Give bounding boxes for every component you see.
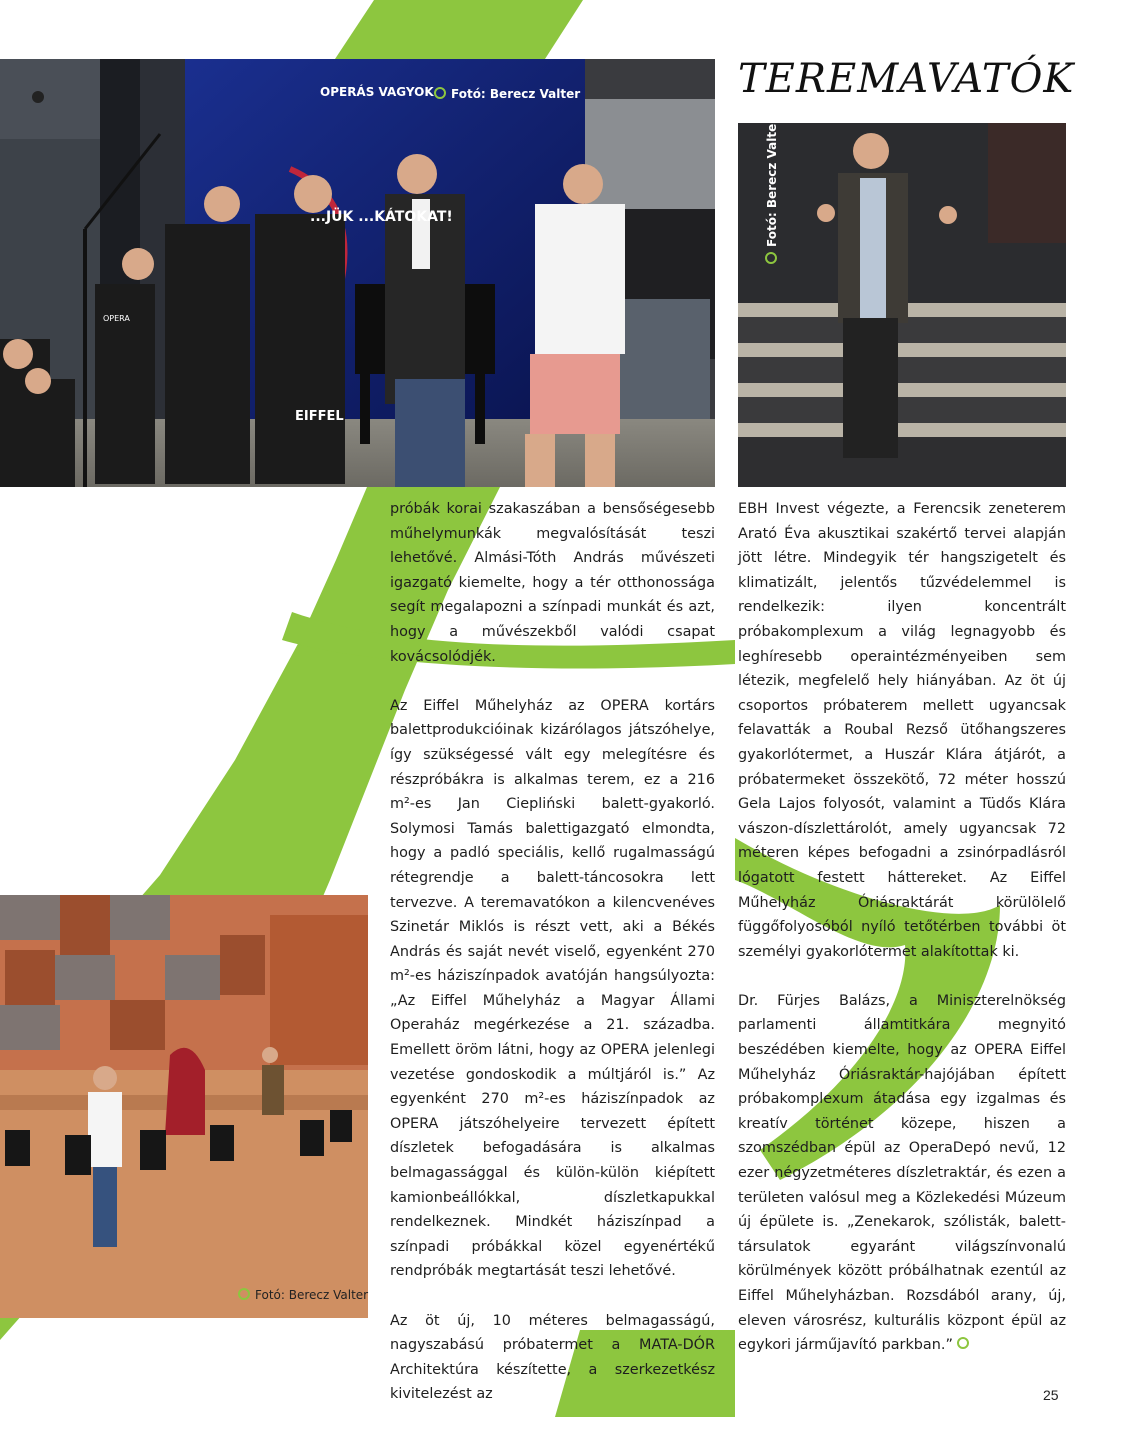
credit-circle-icon — [434, 87, 446, 99]
credit-circle-icon — [238, 1288, 250, 1300]
paragraph: Az öt új, 10 méteres belmagasságú, nagyszabású próbatermet a MATA-DÓR Architektúra készítette, a szerkezetkész kivitelezést az — [390, 1312, 715, 1403]
paragraph: EBH Invest végezte, a Ferencsik zeneterem Arató Éva akusztikai szakértő tervei alapján jött létre. Mindegyik tér hangszigetelt és klimatizált, jelentős tűzvédelemmel is rendelkezik: ilyen koncentrált próbakomplexum a világ legnagyobb és leghíresebb operaintézményeiben sem létezik, megfelelő hely hiányában. Az öt új csoportos próbaterem mellett ugyancsak felavatták a Roubal Rezső ütőhangszeres gyakorlótermet, a Huszár Klára átjárót, a próbatermeket összekötő, 72 méter hosszú Gela Lajos folyosót, valamint a Tüdős Klára vászon-díszlettárolót, amely ugyancsak 72 méteren képes befogadni a zsinórpadlásról lógatott festett háttereket. Az Eiffel Műhelyház Óriásraktárát körülölelő függőfolyosóból nyíló tetőtérben további öt személyi gyakorlótermet alakítottak ki. — [738, 501, 1066, 960]
banner-text: EIFFEL — [295, 409, 344, 424]
article-column-right — [738, 497, 1066, 1382]
shirt-logo-text: OPERA — [103, 314, 130, 323]
screen-slogan-text: ...JÜK ...KÁTOKAT! — [310, 209, 453, 225]
stage-photo — [0, 59, 715, 487]
paragraph: Az Eiffel Műhelyház az OPERA kortárs balettprodukcióinak kizárólagos játszóhelye, így szükségessé vált egy melegítésre és részpróbákra is alkalmas terem, ez a 216 m²-es Jan Ciepliński balett-gyakorló. Solymosi Tamás balettigazgató elmondta, hogy a padló speciális, kellő rugalmasságú rétegrendje a balett-táncosokra lett tervezve. A teremavatókon a kilencvenéves Szinetár Miklós is részt vett, aki a Békés András és saját nevét viselő, egyenként 270 m²-es háziszínpadok avatóján hangsúlyozta: „Az Eiffel Műhelyház a Magyar Állami Operaház megérkezése a 21. századba. Emellett öröm látni, hogy az OPERA jelenlegi vezetése gondoskodik a múltjáról is.” Az egyenként 270 m²-es háziszínpadok az OPERA játszóhelyeire tervezett épített díszletek befogadására is alkalmas belmagassággal és külön-külön kiépített kamionbeállókkal, díszletkapukkal rendelkeznek. Mindkét háziszínpad a színpadi próbákkal közel egyenértékű rendpróbák megtartását teszi lehetővé. — [390, 697, 715, 1280]
section-title: TEREMAVATÓK — [738, 56, 1075, 102]
rehearsal-room-photo — [0, 895, 368, 1318]
screen-logo-text: OPERÁS VAGYOK — [320, 85, 434, 99]
stage-photo-credit: Fotó: Berecz Valter — [434, 87, 580, 101]
speaker-photo-image — [738, 123, 1066, 487]
paragraph — [738, 989, 1066, 1358]
credit-circle-icon — [765, 252, 777, 264]
end-circle-icon — [957, 1337, 969, 1349]
speaker-photo-credit: Fotó: Berecz Valter — [765, 118, 779, 264]
rehearsal-room-image — [0, 895, 368, 1318]
page-number: 25 — [1043, 1387, 1059, 1403]
paragraph-text: Dr. Fürjes Balázs, a Miniszterelnökség parlamenti államtitkára megnyitó beszédében kiemelte, hogy az OPERA Eiffel Műhelyház Óriásraktár-hajójában épített próbakomplexum átadása egy izgalmas és kreatív történet közepe, hiszen a szomszédban épül az OperaDepó nevű, 12 ezer négyzetméteres díszletraktár, és ezen a területen valósul meg a Közlekedési Múzeum új épülete is. „Zenekarok, szólisták, balett-társulatok egyaránt világszínvonalú körülmények között próbálhatnak ezentúl az Eiffel Műhelyházban. Rozsdából arany, új, eleven városrész, kulturális központ épül az egykori járműjavító parkban.” — [738, 992, 1066, 1354]
paragraph: próbák korai szakaszában a bensőségesebb műhelymunkák megvalósítását teszi lehetővé. Almási-Tóth András művészeti igazgató kiemelte, hogy a tér otthonossága segít megalapozni a színpadi munkát és azt, hogy a művészekből valódi csapat kovácsolódjék. — [390, 501, 715, 665]
stage-photo-image — [0, 59, 715, 487]
article-column-middle — [390, 497, 715, 1432]
speaker-photo — [738, 123, 1066, 487]
rehearsal-photo-credit: Fotó: Berecz Valter — [238, 1288, 368, 1302]
